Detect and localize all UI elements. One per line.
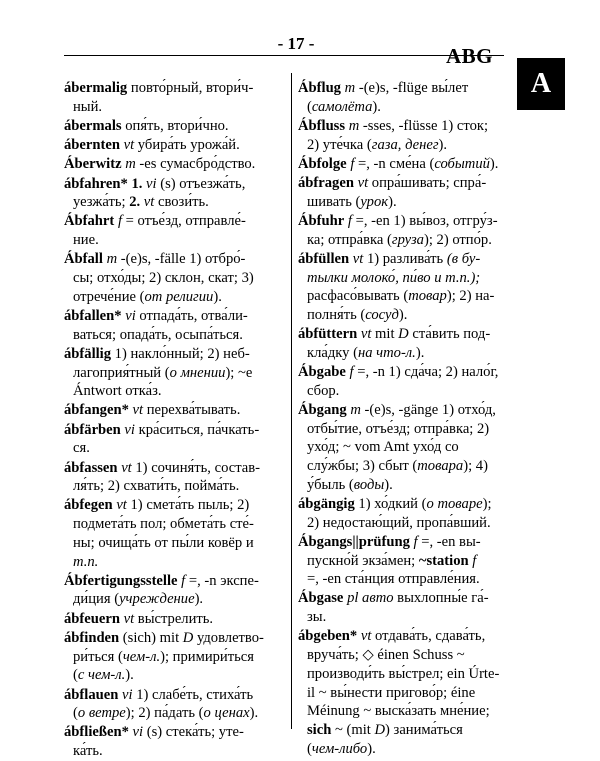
entry-text: ка́ть.: [73, 743, 103, 760]
entry-text: =, -en вы-: [417, 533, 481, 550]
entry-text: ).: [388, 193, 397, 210]
entry-line: [298, 250, 505, 269]
entry-text: ка; отпра́вка (: [307, 231, 392, 248]
entry-text: производи́ть вы́стрел; ein Úrte-: [307, 665, 500, 682]
grammar-note: чем-либо: [311, 740, 368, 757]
grammar-note: m: [344, 80, 356, 96]
entry-line: [64, 723, 282, 742]
entry-text: =, -n экспе-: [185, 572, 259, 589]
entry-line: [64, 79, 282, 98]
dictionary-entry: [298, 212, 505, 249]
dictionary-entry: [64, 212, 282, 249]
entry-text: =, -en 1) вы́воз, отгру́з-: [351, 212, 498, 229]
entry-text: =, -en ста́нция отправле́ния.: [307, 571, 480, 588]
running-head: ABG: [446, 44, 494, 68]
entry-line: [298, 740, 505, 759]
grammar-note: воды: [353, 476, 385, 493]
grammar-note: с чем-л.: [77, 667, 126, 684]
entry-text: ).: [125, 667, 134, 684]
entry-text: (: [307, 740, 312, 757]
grammar-note: f: [347, 212, 352, 229]
entry-line: [298, 665, 505, 684]
entry-text: ~ (mit: [331, 721, 375, 738]
entry-line: [64, 345, 282, 364]
entry-text: перехва́тывать.: [143, 402, 241, 419]
entry-text: 1) хо́дкий (: [354, 495, 427, 512]
entry-text: отбы́тие, отъе́зд; отпра́вка; 2): [307, 420, 490, 437]
entry-text: у́быль (: [307, 476, 354, 493]
dictionary-entry: [298, 117, 505, 154]
entry-line: [298, 231, 505, 250]
headword: ábfangen*: [64, 402, 129, 419]
entry-text: зы.: [307, 609, 327, 626]
headword: ábfüllen: [298, 250, 350, 267]
entry-text: ); 2) отпо́р.: [423, 231, 492, 248]
grammar-note: событий: [434, 155, 490, 172]
entry-line: [298, 269, 505, 288]
grammar-note: D: [398, 326, 409, 343]
entry-text: (s) стека́ть; уте-: [143, 724, 244, 741]
entry-text: ).: [249, 705, 259, 722]
entry-line: [298, 438, 505, 457]
entry-line: [298, 155, 505, 174]
entry-line: [64, 686, 282, 705]
grammar-note: о ценах: [203, 705, 250, 722]
entry-text: ста́вить под-: [408, 326, 491, 343]
entry-line: [64, 648, 282, 667]
grammar-note: m: [125, 156, 136, 173]
entry-text: вруча́ть; ◇ éinen Schuss ~: [307, 647, 465, 664]
headword: 2.: [129, 194, 141, 211]
entry-line: [64, 98, 282, 117]
entry-text: ).: [384, 476, 393, 493]
entry-text: выхлопны́е га́-: [393, 590, 489, 607]
headword: ábermals: [64, 117, 122, 134]
entry-text: (sich) mit: [119, 629, 183, 646]
entry-line: [64, 704, 282, 723]
entry-line: [298, 344, 505, 363]
headword: Ábgang: [298, 401, 347, 418]
header-rule: [64, 55, 504, 56]
grammar-note: vi: [146, 175, 157, 192]
grammar-note: f: [349, 364, 354, 381]
entry-text: вы́стрелить.: [134, 610, 214, 627]
headword: ábfärben: [64, 421, 121, 438]
entry-text: ухо́д; ~ vom Amt ухо́д со: [307, 439, 459, 456]
entry-line: [64, 629, 282, 648]
entry-text: ны; очища́ть от пы́ли ковёр и: [73, 534, 254, 551]
entry-text: 1) слабе́ть, стиха́ть: [132, 686, 254, 703]
entry-text: =, -n 1) сда́ча; 2) нало́г,: [353, 364, 499, 381]
page-number: - 17 -: [262, 34, 330, 54]
headword: ábfahren* 1.: [64, 175, 143, 192]
entry-text: -(e)s, -fälle 1) отбро́-: [117, 251, 246, 268]
entry-text: лагоприя́тный (: [73, 364, 170, 381]
headword: Ábfolge: [298, 155, 347, 172]
dictionary-entry: [298, 533, 505, 589]
grammar-note: m: [350, 401, 361, 418]
left-column: [64, 79, 282, 761]
entry-line: [64, 231, 282, 250]
entry-text: 2) недостаю́щий, пропа́вший.: [307, 514, 491, 531]
entry-line: [64, 610, 282, 629]
dictionary-entry: [64, 175, 282, 212]
entry-line: [64, 382, 282, 401]
dictionary-entry: [64, 307, 282, 344]
grammar-note: f: [413, 533, 418, 550]
dictionary-entry: [64, 250, 282, 306]
entry-text: -es сумасбро́дство.: [135, 156, 256, 173]
grammar-note: f: [350, 155, 355, 172]
entry-text: свози́ть.: [154, 194, 209, 211]
entry-line: [64, 307, 282, 326]
entry-line: [64, 117, 282, 136]
headword: ábfeuern: [64, 610, 120, 627]
grammar-note: vi: [132, 724, 144, 741]
entry-line: [298, 287, 505, 306]
entry-line: [64, 212, 282, 231]
entry-text: кра́ситься, па́чкать-: [134, 421, 260, 438]
entry-line: [298, 684, 505, 703]
grammar-note: (в бу-: [446, 250, 481, 267]
grammar-note: m: [348, 117, 360, 134]
entry-line: [298, 212, 505, 231]
headword: ábgängig: [298, 495, 355, 512]
entry-line: [298, 646, 505, 665]
entry-line: [64, 421, 282, 440]
dictionary-entry: [64, 79, 282, 116]
entry-text: il ~ вы́нести пригово́р; éine: [307, 684, 476, 701]
entry-text: расфасо́вывать (: [307, 288, 409, 305]
grammar-note: vt: [121, 459, 132, 476]
entry-line: [298, 589, 505, 608]
entry-line: [298, 514, 505, 533]
entry-line: [298, 627, 505, 646]
entry-text: ) занима́ться: [385, 721, 463, 738]
grammar-note: от религии: [144, 288, 214, 305]
entry-text: ние.: [73, 232, 99, 249]
headword: Ábfertigungsstelle: [64, 572, 178, 589]
entry-text: 1) разлива́ть: [363, 250, 447, 267]
grammar-note: vt: [360, 326, 372, 343]
entry-text: ).: [213, 288, 222, 305]
entry-text: отрече́ние (: [73, 288, 145, 305]
entry-text: ).: [415, 344, 425, 361]
dictionary-entry: [298, 79, 505, 116]
entry-line: [64, 288, 282, 307]
entry-line: [298, 401, 505, 420]
entry-text: ).: [372, 98, 381, 115]
grammar-note: vt: [143, 194, 155, 211]
entry-text: повто́рный, втори́ч-: [127, 80, 254, 96]
entry-line: [64, 250, 282, 269]
entry-text: опя́ть, втори́чно.: [121, 117, 229, 134]
entry-text: (s) отъезжа́ть,: [156, 175, 246, 192]
entry-text: mit: [371, 326, 399, 343]
entry-text: полня́ть (: [307, 306, 366, 323]
grammar-note: vt: [116, 497, 127, 514]
entry-line: [298, 193, 505, 212]
entry-line: [64, 534, 282, 553]
entry-line: [64, 401, 282, 420]
grammar-note: f: [472, 552, 477, 569]
grammar-note: груза: [391, 231, 424, 248]
entry-line: [298, 136, 505, 155]
entry-line: [298, 117, 505, 136]
entry-text: подмета́ть пол; обмета́ть сте́-: [73, 516, 254, 533]
dictionary-entry: [298, 627, 505, 758]
dictionary-entry: [298, 155, 505, 174]
entry-line: [298, 382, 505, 401]
entry-text: ди́ция (: [73, 591, 120, 608]
entry-text: ); 2) на-: [446, 288, 495, 305]
entry-line: [64, 572, 282, 591]
entry-text: ).: [367, 740, 376, 757]
entry-line: [298, 495, 505, 514]
grammar-note: т.п.: [73, 553, 99, 570]
grammar-note: о ветре: [77, 705, 126, 722]
entry-text: отдава́ть, сдава́ть,: [371, 628, 486, 645]
headword: Áberwitz: [64, 156, 122, 173]
dictionary-entry: [298, 401, 505, 495]
entry-text: -sses, -flüsse 1) сток;: [359, 117, 489, 134]
headword: Ábfall: [64, 251, 103, 268]
grammar-note: D: [374, 721, 386, 738]
headword: ábfüttern: [298, 326, 358, 343]
entry-text: слу́жбы; 3) сбыт (: [307, 458, 418, 475]
grammar-note: vt: [352, 250, 364, 267]
entry-text: ); 4): [463, 458, 488, 475]
grammar-note: чем-л.: [122, 648, 161, 665]
entry-text: 1) смета́ть пыль; 2): [126, 497, 250, 514]
headword: ábfällig: [64, 345, 112, 362]
headword: ábfinden: [64, 629, 120, 646]
entry-text: -(e)s, -gänge 1) отхо́д,: [360, 401, 496, 418]
grammar-note: урок: [360, 193, 389, 210]
entry-line: [298, 533, 505, 552]
headword: ábermalig: [64, 80, 128, 96]
entry-line: [64, 742, 282, 761]
grammar-note: vt: [132, 402, 144, 419]
grammar-note: vi: [122, 686, 133, 703]
entry-line: [64, 459, 282, 478]
grammar-note: сосуд: [365, 306, 399, 323]
headword: Ábgabe: [298, 364, 346, 381]
grammar-note: о мнении: [169, 364, 226, 381]
entry-text: ля́ть; 2) схвати́ть, пойма́ть.: [73, 478, 240, 495]
dictionary-entry: [298, 174, 505, 211]
entry-text: ).: [438, 136, 448, 153]
grammar-note: на что-л.: [357, 344, 416, 361]
dictionary-entry: [298, 250, 505, 325]
grammar-note: товар: [408, 288, 447, 305]
entry-text: Méinung ~ выска́зать мне́ние;: [307, 703, 490, 720]
dictionary-entry: [64, 421, 282, 458]
entry-text: ); 2) па́дать (: [125, 705, 204, 722]
entry-line: [64, 193, 282, 212]
headword: ~station: [418, 552, 469, 569]
entry-text: ).: [398, 306, 408, 323]
entry-text: 2) уте́чка (: [307, 136, 372, 153]
headword: ábfegen: [64, 497, 113, 514]
dictionary-entry: [298, 325, 505, 362]
headword: ábfragen: [298, 175, 354, 192]
entry-text: опра́шивать; спра́-: [368, 175, 487, 192]
entry-text: уезжа́ть;: [73, 194, 130, 211]
grammar-note: учреждение: [119, 591, 195, 608]
right-column: [298, 79, 505, 759]
entry-text: );: [482, 495, 492, 512]
entry-line: [298, 608, 505, 627]
grammar-note: vt: [360, 628, 372, 645]
entry-text: сы; отхо́ды; 2) склон, скат; 3): [73, 270, 254, 287]
dictionary-entry: [64, 610, 282, 629]
entry-text: (: [307, 98, 312, 115]
headword: ábflauen: [64, 686, 119, 703]
dictionary-entry: [64, 155, 282, 174]
entry-text: ваться; опада́ть, осыпа́ться.: [73, 326, 243, 343]
dictionary-entry: [298, 495, 505, 532]
entry-line: [64, 175, 282, 194]
grammar-note: f: [181, 572, 186, 589]
grammar-note: товара: [417, 458, 464, 475]
entry-line: [64, 269, 282, 288]
entry-line: [298, 306, 505, 325]
entry-line: [298, 702, 505, 721]
headword: Ábfahrt: [64, 213, 115, 230]
headword: ábernten: [64, 137, 120, 154]
headword: ábfallen*: [64, 307, 122, 324]
dictionary-entry: [64, 496, 282, 571]
entry-text: ); примири́ться: [160, 648, 254, 665]
headword: sich: [307, 721, 332, 738]
entry-text: удовлетво-: [193, 629, 264, 646]
entry-text: ный.: [73, 98, 103, 115]
entry-line: [298, 420, 505, 439]
headword: Ábfluss: [298, 117, 346, 134]
entry-text: кла́дку (: [307, 344, 358, 361]
dictionary-entry: [64, 686, 282, 723]
dictionary-entry: [64, 136, 282, 155]
entry-line: [298, 552, 505, 571]
entry-line: [298, 325, 505, 344]
entry-line: [64, 496, 282, 515]
entry-text: Ántwort отка́з.: [73, 383, 162, 400]
entry-line: [298, 721, 505, 740]
headword: ábgeben*: [298, 628, 358, 645]
column-divider: [291, 73, 292, 729]
grammar-note: pl авто: [347, 590, 394, 607]
dictionary-entry: [64, 117, 282, 136]
headword: Ábgangs||prüfung: [298, 533, 410, 550]
headword: Ábgase: [298, 590, 344, 607]
entry-line: [298, 79, 505, 98]
entry-line: [64, 364, 282, 383]
dictionary-entry: [64, 401, 282, 420]
entry-text: 1) сочиня́ть, состав-: [131, 459, 260, 476]
entry-line: [298, 570, 505, 589]
entry-line: [64, 136, 282, 155]
dictionary-entry: [64, 629, 282, 685]
entry-text: отпада́ть, отва́ли-: [135, 307, 248, 324]
grammar-note: vt: [123, 137, 135, 154]
dictionary-entry: [64, 723, 282, 760]
entry-text: -(e)s, -flüge вы́лет: [355, 80, 469, 96]
entry-text: шивать (: [307, 193, 361, 210]
entry-line: [298, 457, 505, 476]
entry-line: [64, 553, 282, 572]
headword: Ábfuhr: [298, 212, 345, 229]
grammar-note: vt: [123, 610, 135, 627]
grammar-note: D: [182, 629, 194, 646]
dictionary-entry: [298, 589, 505, 626]
dictionary-entry: [64, 459, 282, 496]
entry-text: пускно́й экза́мен;: [307, 552, 419, 569]
entry-line: [298, 363, 505, 382]
entry-line: [64, 590, 282, 609]
grammar-note: vt: [357, 175, 369, 192]
grammar-note: vi: [124, 421, 135, 438]
entry-line: [64, 326, 282, 345]
entry-line: [64, 515, 282, 534]
entry-line: [298, 98, 505, 117]
grammar-note: тылки молоко́, пи́во и т.п.);: [307, 269, 481, 286]
entry-text: =, -n сме́на (: [354, 155, 435, 172]
entry-text: ри́ться (: [73, 648, 123, 665]
grammar-note: самолёта: [311, 98, 373, 115]
headword: ábfließen*: [64, 724, 129, 741]
entry-text: ); ~e: [225, 364, 253, 381]
grammar-note: о товаре: [426, 495, 483, 512]
entry-line: [298, 174, 505, 193]
headword: Ábflug: [298, 80, 341, 96]
grammar-note: m: [106, 251, 118, 268]
entry-line: [298, 476, 505, 495]
entry-text: ).: [194, 591, 204, 608]
grammar-note: f: [117, 213, 122, 230]
grammar-note: vi: [125, 307, 136, 324]
entry-line: [64, 477, 282, 496]
entry-text: (: [73, 705, 78, 722]
entry-text: ся.: [73, 440, 90, 457]
thumb-index-tab: A: [517, 58, 565, 110]
entry-text: убира́ть урожа́й.: [134, 137, 240, 154]
entry-line: [64, 439, 282, 458]
dictionary-entry: [64, 345, 282, 401]
grammar-note: газа, денег: [371, 136, 439, 153]
entry-text: (: [73, 667, 78, 684]
entry-line: [64, 155, 282, 174]
entry-text: сбор.: [307, 382, 340, 399]
dictionary-entry: [298, 363, 505, 400]
entry-text: = отъе́зд, отправле́-: [122, 213, 246, 230]
headword: ábfassen: [64, 459, 118, 476]
entry-line: [64, 666, 282, 685]
entry-text: 1) накло́нный; 2) неб-: [111, 345, 250, 362]
entry-text: ).: [489, 155, 499, 172]
dictionary-entry: [64, 572, 282, 609]
